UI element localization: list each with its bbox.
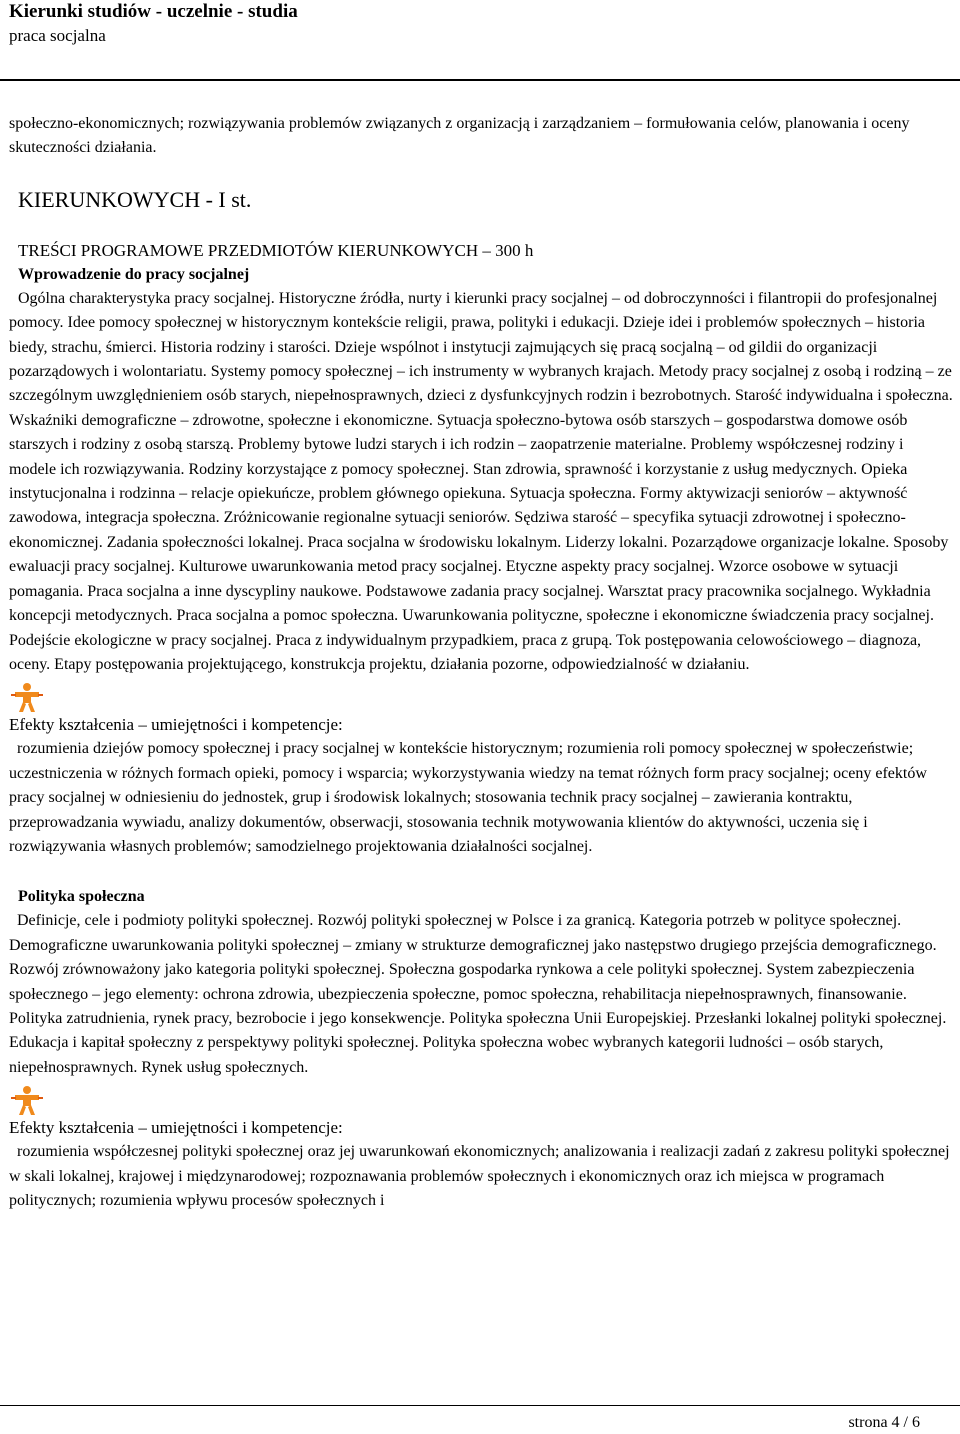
subject-title-intro-social-work: Wprowadzenie do pracy socjalnej [18, 265, 250, 283]
subject2-content-text: Definicje, cele i podmioty polityki społecznej. Rozwój polityki społecznej w Polsce i za granicą. Kategoria potrzeb w polityce społecznej. Demograficzne uwarunkowania polityki społecznej – zmiany w strukturze demograficznej jako następstwo drugiego przejścia demograficznego. Rozwój zrównoważony jako kategoria polityki społecznej. Społeczna gospodarka rynkowa a cele polityki społecznej. System zabezpieczenia społecznego – jego elementy: ochrona zdrowia, ubezpieczenia społeczne, pomoc społeczna, rehabilitacja niepełnosprawnych, finansowanie. Polityka zatrudnienia, rynek pracy, bezrobocie i jego konsekwencje. Polityka społeczna Unii Europejskiej. Przesłanki lokalnej polityki społecznej. Edukacja i kapitał społeczny z perspektywy polityki społecznej. Polityka społeczna wobec wybranych kategorii ludności – osób starych, niepełnosprawnych. Rynek usług społecznych. [9, 912, 947, 1076]
outcomes-label-1: Efekty kształcenia – umiejętności i kompetencje: [9, 715, 343, 735]
section-heading: KIERUNKOWYCH - I st. [18, 186, 252, 212]
orange-figure-icon [11, 681, 43, 713]
page-header [9, 0, 949, 48]
outcomes-text-1-content: rozumienia dziejów pomocy społecznej i pracy socjalnej w kontekście historycznym; rozumienia roli pomocy społecznej w społeczeństwie; uczestniczenia w różnych formach opieki, pomocy i wsparcia; wykorzystywania wiedzy na temat różnych form pracy socjalnej; oceny efektów pracy socjalnej w odniesieniu do jednostek, grup i środowisk lokalnych; stosowania technik pracy socjalnej – zawierania kontraktu, przeprowadzania wywiadu, analizy dokumentów, obserwacji, stosowania technik motywowania klientów do aktywności, uczenia się i rozwiązywania własnych problemów; samodzielnego projektowania działalności socjalnej. [9, 740, 927, 855]
outcomes-text-2-content: rozumienia współczesnej polityki społecznej oraz jej uwarunkowań ekonomicznych; analizowania i realizacji zadań z zakresu polityki społecznej w skali lokalnej, krajowej i międzynarodowej; rozpoznawania problemów społecznych i ekonomicznych oraz ich miejsca w programach politycznych; rozumienia wpływu procesów społecznych i [9, 1143, 950, 1209]
document-body [9, 112, 954, 1213]
subject-content-social-policy [9, 909, 954, 1080]
spacer [9, 213, 954, 239]
subject-title-social-policy: Polityka społeczna [18, 888, 145, 906]
footer-divider [0, 1405, 960, 1406]
spacer [9, 161, 954, 187]
program-heading: TREŚCI PROGRAMOWE PRZEDMIOTÓW KIERUNKOWYCH – 300 h [18, 240, 534, 260]
site-subtitle: praca socjalna [9, 26, 106, 45]
spacer [9, 859, 954, 885]
intro-paragraph: społeczno-ekonomicznych; rozwiązywania problemów związanych z organizacją i zarządzaniem – formułowania celów, planowania i oceny skuteczności działania. [9, 115, 910, 157]
page-number: strona 4 / 6 [848, 1414, 920, 1431]
outcomes-text-2 [9, 1140, 954, 1213]
outcomes-label-2: Efekty kształcenia – umiejętności i kompetencje: [9, 1118, 343, 1138]
orange-figure-icon [11, 1084, 43, 1116]
subject1-content-text: Ogólna charakterystyka pracy socjalnej. Historyczne źródła, nurty i kierunki pracy socjalnej – od dobroczynności i filantropii do profesjonalnej pomocy. Idee pomocy społecznej w historycznym kontekście religii, prawa, polityki i edukacji. Dzieje idei i problemów społecznych – historia biedy, strachu, śmierci. Historia rodziny i starości. Dzieje wspólnot i instytucji zajmujących się pracą socjalną – od gildii do organizacji pozarządowych i wolontariatu. Systemy pomocy społecznej – ich instrumenty w wybranych krajach. Metody pracy socjalnej z osobą i rodziną – ze szczególnym uwzględnieniem osób starych, niepełnosprawnych, dzieci z dysfunkcyjnych rodzin i bezrobotnych. Starość indywidualna i społeczna. Wskaźniki demograficzne – zdrowotne, społeczne i ekonomiczne. Sytuacja społeczno-bytowa osób starszych – gospodarstwa domowe osób starszych i rodziny z osobą starszą. Problemy bytowe ludzi starych i ich rodzin – zaopatrzenie materialne. Problemy współczesnej rodziny i modele ich rozwiązywania. Rodziny korzystające z pomocy społecznej. Stan zdrowia, sprawność i korzystanie z usług medycznych. Opieka instytucjonalna i rodzinna – relacje opiekuńcze, problem głównego opiekuna. Sytuacja społeczna. Formy aktywizacji seniorów – aktywność zawodowa, integracja społeczna. Zróżnicowanie regionalne sytuacji seniorów. Sędziwa starość – specyfika sytuacji zdrowotnej i społeczno-ekonomicznej. Zadania społeczności lokalnej. Praca socjalna w środowisku lokalnym. Liderzy lokalni. Pozarządowe organizacje lokalne. Sposoby ewaluacji pracy socjalnej. Kulturowe uwarunkowania metod pracy socjalnej. Etyczne aspekty pracy socjalnej. Wzorce osobowe w sytuacji pomagania. Praca socjalna a inne dyscypliny naukowe. Podstawowe zadania pracy socjalnej. Warsztat pracy pracownika socjalnego. Wykładnia koncepcji metodycznych. Praca socjalna a pomoc społeczna. Uwarunkowania polityczne, społeczne i ekonomiczne świadczenia pracy socjalnej. Podejście ekologiczne w pracy socjalnej. Praca z indywidualnym przypadkiem, praca z grupą. Tok postępowania celowościowego – diagnoza, oceny. Etapy postępowania projektującego, konstrukcja projektu, działania pozorne, odpowiedzialność w działaniu. [9, 289, 953, 673]
site-title: Kierunki studiów - uczelnie - studia [9, 1, 298, 22]
subject-content-intro-social-work [0, 287, 954, 678]
outcomes-text-1 [9, 737, 954, 859]
header-divider [0, 79, 960, 81]
